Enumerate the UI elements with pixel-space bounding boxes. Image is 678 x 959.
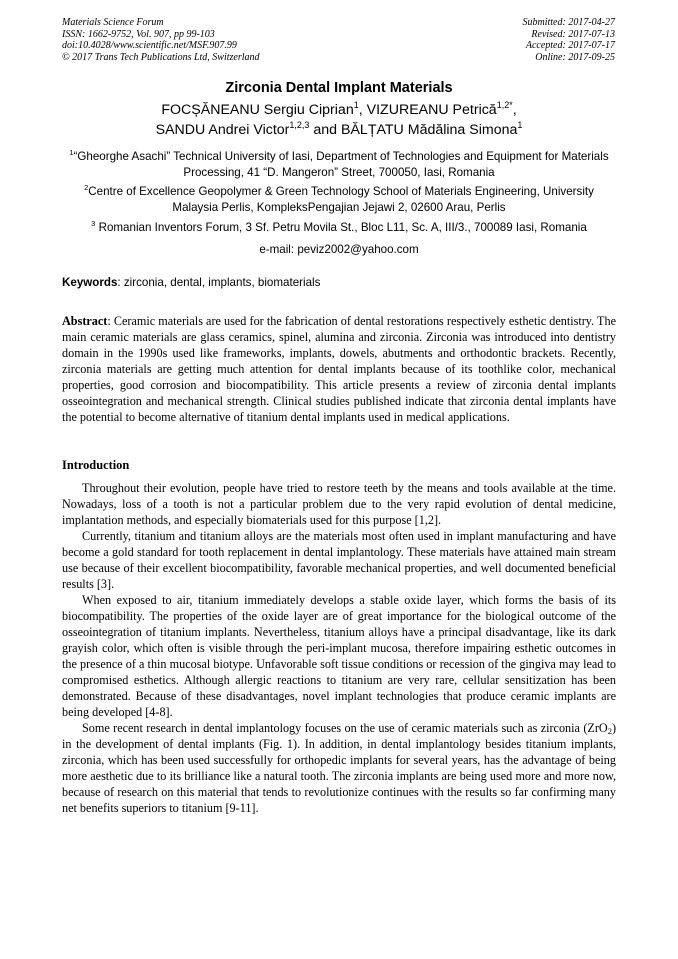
revised-date: Revised: 2017-07-13 [531,28,615,40]
keywords [62,276,616,289]
introduction-heading: Introduction [62,458,130,472]
paragraph: Throughout their evolution, people have tried to restore teeth by the means and tools available at the time. Nowadays, loss of a tooth is not a particular problem due to the very rapid evolution of dental medicine, implantation methods, and especially biomaterials used for this purpose [1,2]. [62,481,616,527]
affiliation-2 [62,184,616,216]
paragraph: Currently, titanium and titanium alloys are the materials most often used in implant manufacturing and have become a gold standard for tooth replacement in dental implantology. These materials have attained main stream use because of their excellent biocompatibility, favorable mechanical properties, and well documented beneficial results [3]. [62,529,616,591]
online-date: Online: 2017-09-25 [535,51,615,63]
author-affiliation-mark: 1,2* [496,100,513,110]
affiliation-text: “Gheorghe Asachi” Technical University of Iasi, Department of Technologies and Equipment for Materials Processing, 41 “D. Mangeron” Street, 700050, Iasi, Romania [73,150,609,179]
paper-title: Zirconia Dental Implant Materials [225,80,453,96]
introduction-body [62,480,616,816]
author-name: BĂLȚATU Mădălina Simona [341,122,518,138]
author-conjunction: and [309,122,341,138]
affiliation-mark: 1 [69,148,74,157]
publication-dates [523,17,616,63]
accepted-date: Accepted: 2017-07-17 [525,40,615,51]
affiliation-mark: 3 [91,219,96,228]
submitted-date: Submitted: 2017-04-27 [522,17,615,28]
abstract-label: Abstract [62,314,108,328]
author-affiliation-mark: 1,2,3 [289,120,310,130]
journal-issn: ISSN: 1662-9752, Vol. 907, pp 99-103 [62,28,215,40]
keywords-label: Keywords [62,276,118,289]
author-separator: , [512,102,517,118]
author-name: FOCȘĂNEANU Sergiu Ciprian [161,102,354,118]
journal-doi: doi:10.4028/www.scientific.net/MSF.907.99 [62,40,237,51]
author-affiliation-mark: 1 [353,100,359,110]
affiliation-mark: 2 [84,183,89,192]
author-affiliation-mark: 1 [517,120,523,130]
author-list [0,100,678,140]
paragraph: When exposed to air, titanium immediately develops a stable oxide layer, which forms the basis of its biocompatibility. The properties of the oxide layer are of great importance for the biological outcome of the osseointegration of titanium implants. Nevertheless, titanium alloys have a principal disadvantage, like its dark grayish color, which often is visible through the peri-implant mucosa, therefore impairing esthetic outcomes in the presence of a thin mucosal biotype. Unfavorable soft tissue conditions or recession of the gingiva may lead to compromised esthetics. Although allergic reactions to titanium are very rare, cellular sensitization has been demonstrated. Because of these disadvantages, novel implant technologies that produce ceramic implants are being developed [4-8]. [62,593,616,719]
abstract [62,313,616,425]
chemical-subscript: 2 [607,726,612,736]
author-name: VIZUREANU Petrică [366,102,497,118]
contact-email[interactable]: e-mail: peviz2002@yahoo.com [259,243,419,256]
paragraph-text: ) in the development of dental implants (Fig. 1). In addition, in dental implantology besides titanium implants, zirconia, which has been used successfully for orthopedic implants for several years, has the advantage of being more aesthetic due to its brilliance like a natural tooth. The zirconia implants are being used more and more now, because of research on this material that tends to revolutionize continues with the results so far confirming many net benefits superiors to titanium [9-11]. [62,721,616,815]
author-line-1 [0,100,678,120]
journal-copyright: © 2017 Trans Tech Publications Ltd, Switzerland [62,51,260,63]
author-name: SANDU Andrei Victor [155,122,290,138]
paragraph [62,720,616,816]
author-line-2 [0,120,678,140]
journal-info [62,17,260,63]
affiliation-text: Centre of Excellence Geopolymer & Green Technology School of Materials Engineering, University Malaysia Perlis, KompleksPengajian Jejawi 2, 02600 Arau, Perlis [88,185,594,214]
affiliation-3 [62,220,616,236]
affiliation-1 [62,149,616,181]
abstract-text: : Ceramic materials are used for the fabrication of dental restorations respectively esthetic dentistry. The main ceramic materials are glass ceramics, spinel, alumina and zirconia. Zirconia was introduced into dentistry domain in the 1990s used like frameworks, implants, dowels, abutments and orthodontic brackets. Recently, zirconia materials are getting much attention for dental implants because of its toothlike color, mechanical properties, good corrosion and biocompatibility. This article presents a review of zirconia dental implants osseointegration and mechanical strength. Clinical studies published indicate that zirconia dental implants have the potential to become alternative of titanium dental implants used in medical applications. [62,314,616,424]
author-separator: , [358,102,367,118]
affiliation-text: Romanian Inventors Forum, 3 Sf. Petru Movila St., Bloc L11, Sc. A, III/3., 700089 Iasi, Romania [95,221,587,234]
paragraph-text: Some recent research in dental implantology focuses on the use of ceramic materials such as zirconia (ZrO [82,721,608,735]
journal-name: Materials Science Forum [62,17,164,28]
keywords-text: : zirconia, dental, implants, biomaterials [117,276,321,289]
